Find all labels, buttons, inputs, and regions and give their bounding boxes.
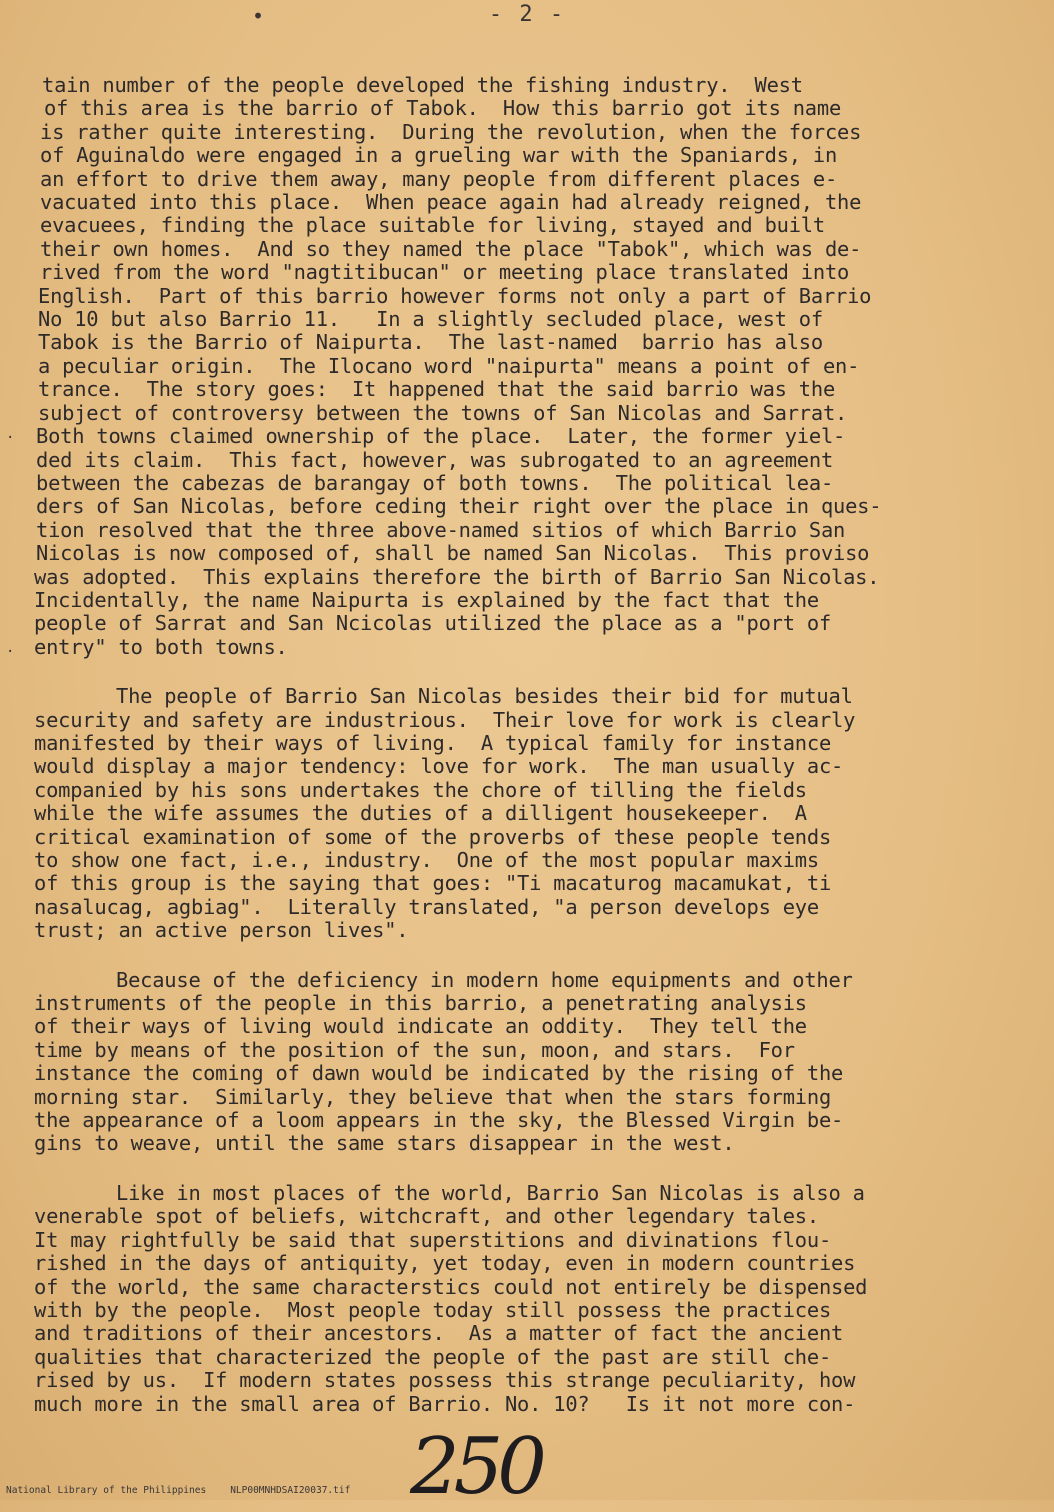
- text-line: Incidentally, the name Naipurta is explained by the fact that the: [34, 587, 819, 612]
- text-line: qualities that characterized the people of the past are still che-: [34, 1344, 832, 1369]
- text-line: a peculiar origin. The Ilocano word "naipurta" means a point of en-: [38, 353, 860, 378]
- text-line: Because of the deficiency in modern home equipments and other: [116, 967, 853, 992]
- text-line: of this group is the saying that goes: "Ti macaturog macamukat, ti: [34, 871, 832, 896]
- stray-mark: •: [252, 4, 265, 28]
- text-line: tion resolved that the three above-named sitios of which Barrio San: [36, 517, 846, 542]
- text-line: rised by us. If modern states possess this strange peculiarity, how: [34, 1368, 856, 1393]
- text-line: Tabok is the Barrio of Naipurta. The last-named barrio has also: [38, 330, 823, 355]
- scan-footer: [6, 1485, 350, 1496]
- text-line: evacuees, finding the place suitable for living, stayed and built: [40, 213, 825, 238]
- text-line: morning star. Similarly, they believe that when the stars forming: [34, 1084, 832, 1109]
- text-line: rished in the days of antiquity, yet today, even in modern countries: [34, 1251, 856, 1276]
- text-line: ders of San Nicolas, before ceding their right over the place in ques-: [36, 494, 882, 519]
- text-line: would display a major tendency: love for work. The man usually ac-: [34, 754, 844, 779]
- text-line: Like in most places of the world, Barrio San Nicolas is also a: [116, 1180, 865, 1205]
- paragraph-2: [34, 685, 1024, 942]
- document-body: [34, 74, 1024, 1416]
- text-line: much more in the small area of Barrio. No. 10? Is it not more con-: [34, 1391, 856, 1416]
- text-line: their own homes. And so they named the place "Tabok", which was de-: [40, 236, 862, 261]
- text-line: trust; an active person lives".: [34, 918, 409, 943]
- text-line: and traditions of their ancestors. As a matter of fact the ancient: [34, 1321, 844, 1346]
- text-line: subject of controversy between the towns of San Nicolas and Sarrat.: [38, 400, 848, 425]
- text-line: between the cabezas de barangay of both towns. The political lea-: [36, 470, 834, 495]
- text-line: English. Part of this barrio however forms not only a part of Barrio: [38, 283, 872, 308]
- margin-mark: ·: [6, 430, 15, 446]
- text-line: manifested by their ways of living. A typical family for instance: [34, 730, 832, 755]
- footer-library: National Library of the Philippines: [6, 1485, 207, 1496]
- text-line: venerable spot of beliefs, witchcraft, and other legendary tales.: [34, 1204, 819, 1229]
- text-line: vacuated into this place. When peace again had already reigned, the: [40, 190, 862, 215]
- text-line: of Aguinaldo were engaged in a grueling war with the Spaniards, in: [40, 143, 838, 168]
- text-line: of this area is the barrio of Tabok. How this barrio got its name: [44, 96, 842, 121]
- margin-mark: ·: [6, 644, 15, 660]
- page-number: - 2 -: [488, 2, 566, 27]
- text-line: to show one fact, i.e., industry. One of the most popular maxims: [34, 848, 819, 872]
- text-line: Nicolas is now composed of, shall be named San Nicolas. This proviso: [36, 541, 870, 566]
- text-line: ded its claim. This fact, however, was subrogated to an agreement: [36, 447, 834, 472]
- text-line: It may rightfully be said that superstitions and divinations flou-: [34, 1227, 832, 1252]
- text-line: with by the people. Most people today still possess the practices: [34, 1297, 832, 1322]
- text-line: instruments of the people in this barrio, a penetrating analysis: [34, 991, 807, 1016]
- text-line: gins to weave, until the same stars disappear in the west.: [34, 1131, 735, 1156]
- text-line: while the wife assumes the duties of a dilligent housekeeper. A: [34, 801, 807, 826]
- text-line: No 10 but also Barrio 11. In a slightly secluded place, west of: [38, 307, 823, 332]
- text-line: security and safety are industrious. Their love for work is clearly: [34, 707, 856, 732]
- text-line: time by means of the position of the sun, moon, and stars. For: [34, 1037, 795, 1062]
- text-line: Both towns claimed ownership of the place. Later, the former yiel-: [36, 424, 846, 449]
- paragraph-1: [34, 74, 1024, 659]
- text-line: The people of Barrio San Nicolas besides their bid for mutual: [116, 684, 853, 709]
- text-line: entry" to both towns.: [34, 634, 288, 659]
- text-line: rived from the word "nagtitibucan" or meeting place translated into: [40, 260, 850, 285]
- text-line: the appearance of a loom appears in the sky, the Blessed Virgin be-: [34, 1108, 844, 1133]
- text-line: was adopted. This explains therefore the birth of Barrio San Nicolas.: [34, 564, 880, 589]
- text-line: tain number of the people developed the fishing industry. West: [42, 73, 803, 97]
- paragraph-3: [34, 969, 1024, 1156]
- text-line: people of Sarrat and San Ncicolas utilized the place as a "port of: [34, 611, 832, 636]
- text-line: nasalucag, agbiag". Literally translated, "a person develops eye: [34, 894, 819, 919]
- footer-file: NLP00MNHDSAI20037.tif: [230, 1485, 351, 1496]
- text-line: companied by his sons undertakes the chore of tilling the fields: [34, 777, 807, 802]
- text-line: instance the coming of dawn would be indicated by the rising of the: [34, 1061, 844, 1086]
- paragraph-4: [34, 1182, 1024, 1416]
- text-line: of the world, the same characterstics could not entirely be dispensed: [34, 1274, 868, 1299]
- text-line: is rather quite interesting. During the revolution, when the forces: [40, 119, 862, 144]
- text-line: critical examination of some of the proverbs of these people tends: [34, 824, 832, 849]
- text-line: of their ways of living would indicate an oddity. They tell the: [34, 1014, 807, 1039]
- text-line: trance. The story goes: It happened that the said barrio was the: [38, 377, 836, 402]
- handwritten-page-number: 250: [410, 1422, 541, 1512]
- text-line: an effort to drive them away, many people from different places e-: [40, 166, 838, 191]
